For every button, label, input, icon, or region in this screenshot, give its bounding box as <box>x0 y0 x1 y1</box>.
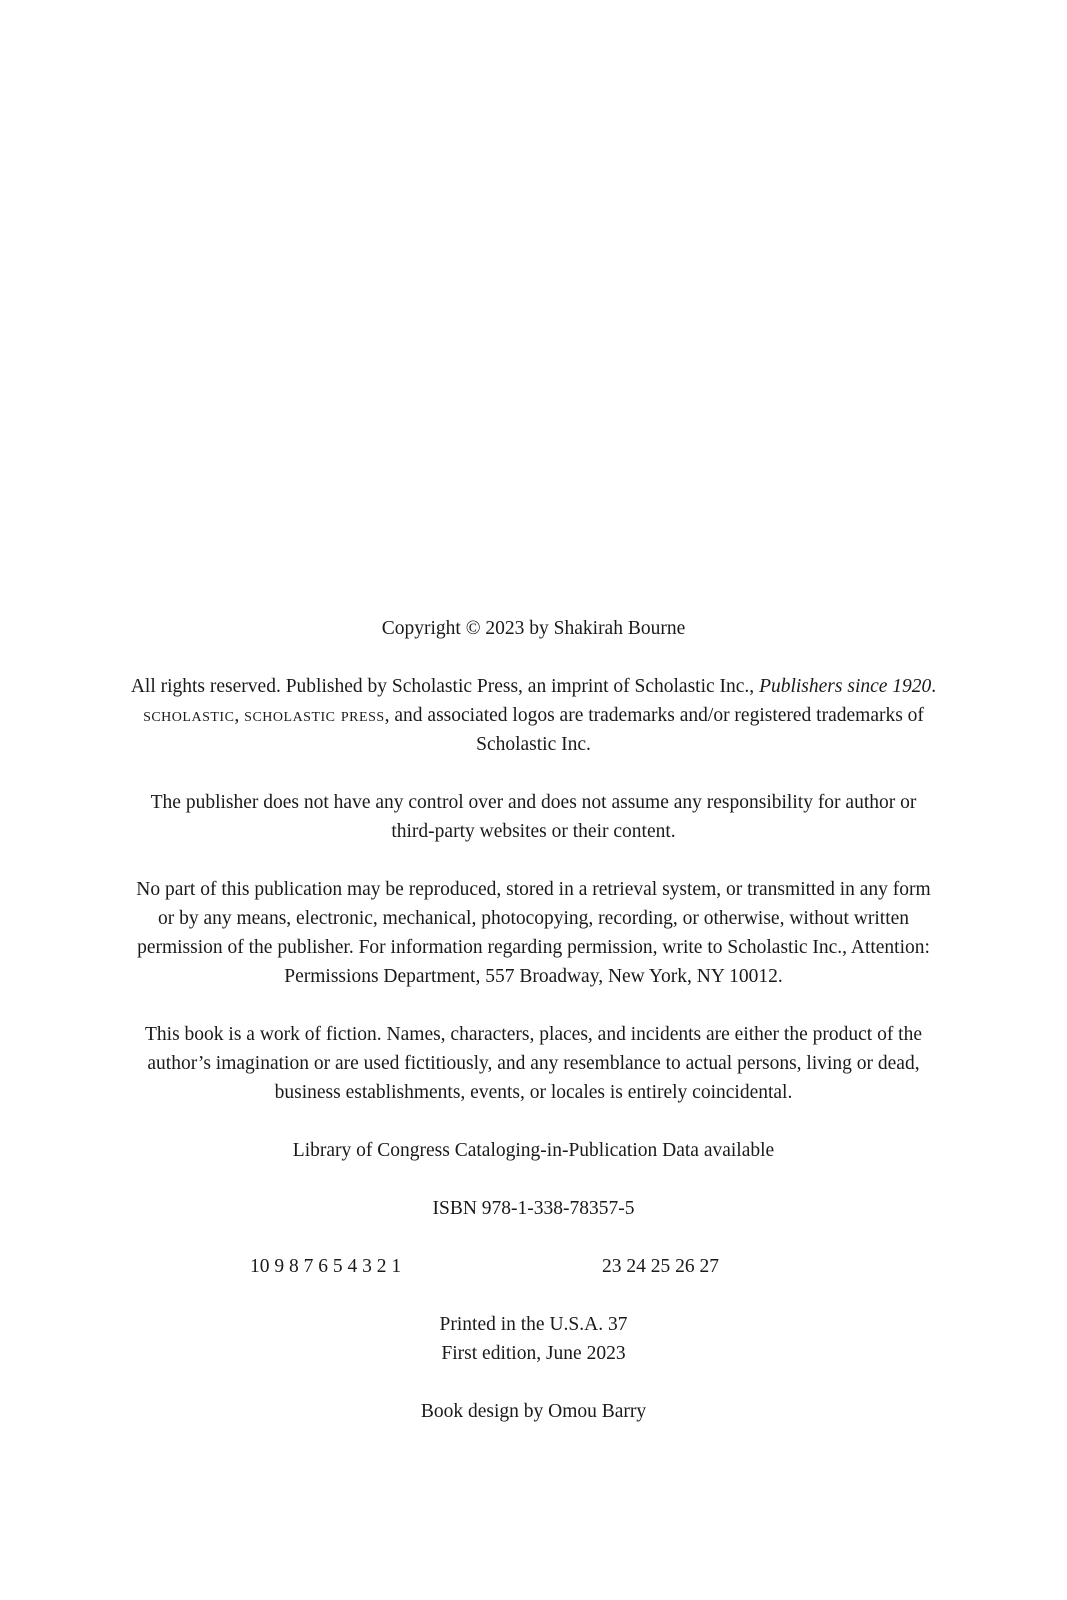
printing-line <box>130 1252 937 1281</box>
publisher-disclaimer: The publisher does not have any control over and does not assume any responsibility for author or third-party websites or their content. <box>150 792 917 842</box>
print-numbers: 10 9 8 7 6 5 4 3 2 1 <box>250 1256 402 1277</box>
trademark-scholastic-press: scholastic press <box>244 705 385 726</box>
fiction-notice: This book is a work of fiction. Names, characters, places, and incidents are either the product of the author’s imagination or are used fictitiously, and any resemblance to actual persons, living or dead, business establishments, events, or locales is entirely coincidental. <box>144 1024 923 1103</box>
copyright-line: Copyright © 2023 by Shakirah Bourne <box>381 618 686 639</box>
edition-line: First edition, June 2023 <box>441 1343 626 1364</box>
copyright-block <box>130 614 937 1455</box>
trademark-scholastic: scholastic <box>143 705 235 726</box>
rights-text-3: , and associated logos are trademarks and/or registered trademarks of Scholastic Inc. <box>384 705 924 755</box>
rights-paragraph <box>130 672 937 759</box>
rights-separator: , <box>234 705 245 726</box>
reproduction-notice: No part of this publication may be reproduced, stored in a retrieval system, or transmitted in any form or by any means, electronic, mechanical, photocopying, recording, or otherwise, without written permission of the publisher. For information regarding permission, write to Scholastic Inc., Attention: Permissions Department, 557 Broadway, New York, NY 10012. <box>136 879 931 987</box>
rights-italic: Publishers since 1920 <box>759 676 932 697</box>
design-credit: Book design by Omou Barry <box>420 1401 647 1422</box>
rights-text-1: All rights reserved. Published by Scholastic Press, an imprint of Scholastic Inc., <box>130 676 760 697</box>
cip-line: Library of Congress Cataloging-in-Publication Data available <box>292 1140 775 1161</box>
rights-text-2: . <box>931 676 937 697</box>
print-years: 23 24 25 26 27 <box>602 1256 719 1277</box>
isbn-line: ISBN 978-1-338-78357-5 <box>432 1198 635 1219</box>
printed-in-line: Printed in the U.S.A. 37 <box>439 1314 628 1335</box>
